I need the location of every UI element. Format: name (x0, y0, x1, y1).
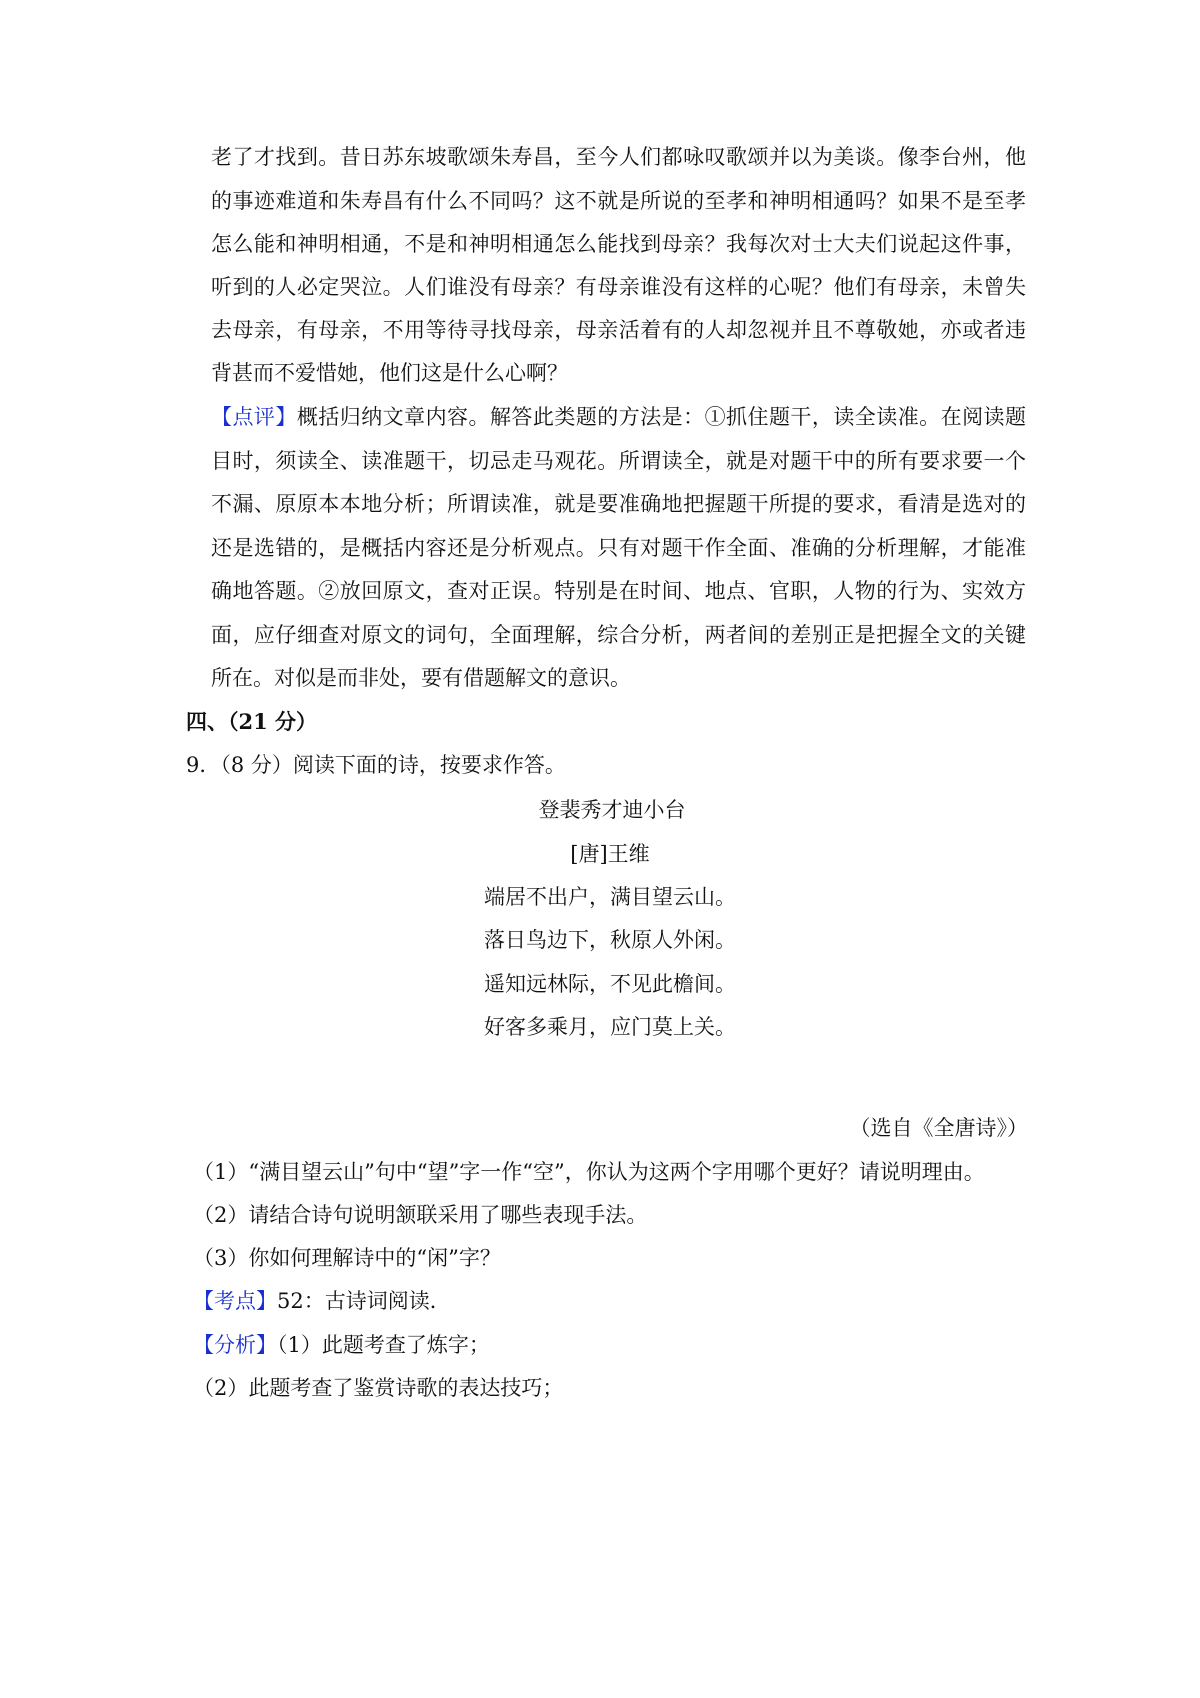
comment-line: 目时，须读全、读准题干，切忌走马观花。所谓读全，就是对题干中的所有要求要一个 (211, 449, 1026, 473)
comment-line: 确地答题。②放回原文，查对正误。特别是在时间、地点、官职，人物的行为、实效方 (211, 579, 1026, 603)
question-stem: 9．（8 分）阅读下面的诗，按要求作答。 (186, 753, 566, 777)
passage-line: 听到的人必定哭泣。人们谁没有母亲？有母亲谁没有这样的心呢？他们有母亲，未曾失 (211, 275, 1026, 299)
kaodian-line (193, 1286, 451, 1316)
fenxi-line-2: （2）此题考查了鉴赏诗歌的表达技巧； (193, 1376, 564, 1400)
kaodian-tag: 【考点】 (193, 1289, 277, 1313)
comment-line: 还是选错的，是概括内容还是分析观点。只有对题干作全面、准确的分析理解，才能准 (211, 536, 1026, 560)
comment-first-text: 概括归纳文章内容。解答此类题的方法是：①抓住题干，读全读准。在阅读题 (296, 405, 1027, 429)
poem-line: 落日鸟边下，秋原人外闲。 (484, 928, 736, 952)
passage-line: 老了才找到。昔日苏东坡歌颂朱寿昌，至今人们都咏叹歌颂并以为美谈。像李台州，他 (211, 145, 1026, 169)
fenxi-line (193, 1330, 490, 1360)
passage-line: 背甚而不爱惜她，他们这是什么心啊？ (211, 361, 568, 385)
comment-line: 面，应仔细查对原文的词句，全面理解，综合分析，两者间的差别正是把握全文的关键 (211, 623, 1026, 647)
sub-question-1: （1）“满目望云山”句中“望”字一作“空”，你认为这两个字用哪个更好？请说明理由。 (193, 1160, 985, 1184)
fenxi-text: （1）此题考查了炼字； (277, 1333, 490, 1357)
fenxi-tag: 【分析】 (193, 1333, 277, 1357)
poem-line: 端居不出户，满目望云山。 (484, 885, 736, 909)
poem-title: 登裴秀才迪小台 (538, 798, 686, 822)
section-heading: 四、（21 分） (186, 709, 318, 734)
passage-line: 怎么能和神明相通，不是和神明相通怎么能找到母亲？我每次对士大夫们说起这件事， (211, 232, 1026, 256)
passage-line: 去母亲，有母亲，不用等待寻找母亲，母亲活着有的人却忽视并且不尊敬她，亦或者违 (211, 318, 1026, 342)
comment-line: 所在。对似是而非处，要有借题解文的意识。 (211, 666, 631, 690)
poem-source: （选自《全唐诗》） (849, 1116, 1028, 1140)
poem-author: [唐]王维 (570, 842, 650, 866)
comment-line: 不漏、原原本本地分析；所谓读准，就是要准确地把握题干所提的要求，看清是选对的 (211, 492, 1026, 516)
sub-question-2: （2）请结合诗句说明颔联采用了哪些表现手法。 (193, 1203, 648, 1227)
comment-tag: 【点评】 (211, 405, 297, 429)
poem-line: 好客多乘月，应门莫上关。 (484, 1015, 736, 1039)
sub-question-3: （3）你如何理解诗中的“闲”字？ (193, 1246, 501, 1270)
comment-first-line (211, 402, 1026, 432)
passage-line: 的事迹难道和朱寿昌有什么不同吗？这不就是所说的至孝和神明相通吗？如果不是至孝 (211, 189, 1026, 213)
poem-line: 遥知远林际，不见此檐间。 (484, 972, 736, 996)
kaodian-text: 52：古诗词阅读． (277, 1289, 451, 1313)
